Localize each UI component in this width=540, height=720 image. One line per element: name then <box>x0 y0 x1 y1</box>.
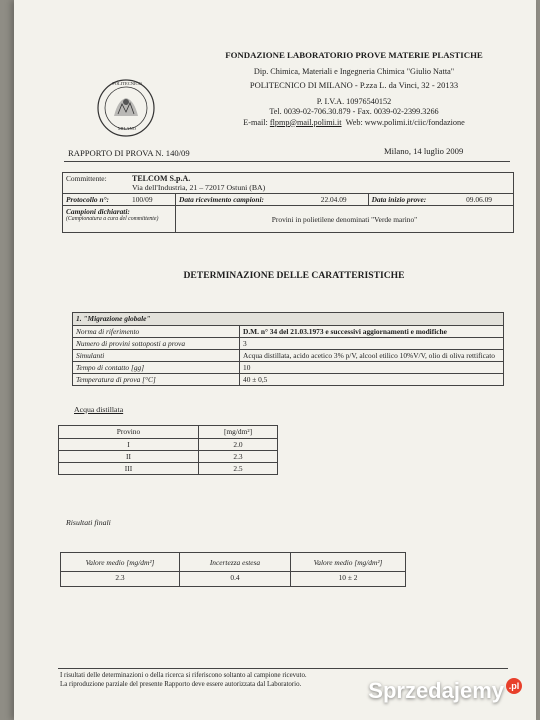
provino-cell: II <box>59 451 199 463</box>
footer-line-2: La riproduzione parziale del presente Rapporto deve essere autorizzata dal Laboratorio. <box>60 681 302 688</box>
seal-top-text: POLITECNICO <box>112 81 142 86</box>
protocollo-value: 100/09 <box>129 194 176 206</box>
acqua-col-unit: [mg/dm²] <box>199 426 278 439</box>
acqua-table <box>58 425 278 475</box>
watermark-text: Sprzedajemy <box>368 678 504 703</box>
provino-cell: III <box>59 463 199 475</box>
risultati-h1: Valore medio [mg/dm²] <box>61 553 180 572</box>
provino-cell: I <box>59 439 199 451</box>
risultati-table <box>60 552 406 587</box>
acqua-label: Acqua distillata <box>74 405 124 414</box>
risultati-h2: Incertezza estesa <box>180 553 291 572</box>
risultati-h3: Valore medio [mg/dm²] <box>291 553 406 572</box>
ricevimento-label: Data ricevimento campioni: <box>176 194 318 206</box>
tempo-value: 10 <box>240 362 504 374</box>
committente-label: Committente: <box>63 173 130 194</box>
numero-value: 3 <box>240 338 504 350</box>
footer-divider <box>58 668 508 669</box>
table-row <box>59 463 278 475</box>
email-label: E-mail: <box>243 117 268 127</box>
table-row <box>59 439 278 451</box>
ricevimento-value: 22.04.09 <box>318 194 368 206</box>
divider <box>64 161 510 162</box>
value-cell: 2.3 <box>199 451 278 463</box>
address-line: POLITECNICO DI MILANO - P.zza L. da Vinci, 32 - 20133 <box>249 80 459 90</box>
watermark-badge-icon: .pl <box>506 678 522 694</box>
section-title: DETERMINAZIONE DELLE CARATTERISTICHE <box>183 270 405 281</box>
footer-line-1: I risultati delle determinazioni o della ricerca si riferiscono soltanto al campione ricevuto. <box>60 672 307 679</box>
temperatura-label: Temperatura di prova [°C] <box>73 374 240 386</box>
campioni-value: Provini in polietilene denominati "Verde marino" <box>176 206 514 233</box>
inizio-label: Data inizio prove: <box>368 194 463 206</box>
numero-label: Numero di provini sottoposti a prova <box>73 338 240 350</box>
norma-label: Norma di riferimento <box>73 326 240 338</box>
client-table <box>62 172 514 233</box>
email-link[interactable]: flpmp@mail.polimi.it <box>269 117 342 127</box>
test-title: 1. "Migrazione globale" <box>73 313 504 326</box>
web-line: Web: www.polimi.it/ciic/fondazione <box>345 117 465 127</box>
protocollo-label: Protocollo n°: <box>63 194 130 206</box>
risultati-v2: 0.4 <box>180 572 291 587</box>
risultati-label: Risultati finali <box>66 518 111 527</box>
tempo-label: Tempo di contatto [gg] <box>73 362 240 374</box>
simulanti-value: Acqua distillata, acido acetico 3% p/V, alcool etilico 10%V/V, olio di oliva rettificato <box>240 350 504 362</box>
risultati-v1: 2.3 <box>61 572 180 587</box>
client-name: TELCOM S.p.A. <box>132 174 191 183</box>
value-cell: 2.5 <box>199 463 278 475</box>
test-table <box>72 312 504 386</box>
client-address: Via dell'Industria, 21 – 72017 Ostuni (BA) <box>132 183 266 192</box>
foundation-name: FONDAZIONE LABORATORIO PROVE MATERIE PLASTICHE <box>225 50 483 60</box>
vat-line: P. I.V.A. 10976540152 <box>316 96 392 106</box>
campioni-note: (Campionatura a cura del committente) <box>66 216 159 222</box>
risultati-v3: 10 ± 2 <box>291 572 406 587</box>
acqua-col-provino: Provino <box>59 426 199 439</box>
inizio-value: 09.06.09 <box>463 194 513 206</box>
report-date: Milano, 14 luglio 2009 <box>384 146 464 156</box>
report-number: RAPPORTO DI PROVA N. 140/09 <box>68 148 190 158</box>
seal-bottom-text: MILANO <box>118 126 136 131</box>
department-line: Dip. Chimica, Materiali e Ingegneria Chimica "Giulio Natta" <box>253 66 455 76</box>
norma-value: D.M. n° 34 del 21.03.1973 e successivi aggiornamenti e modifiche <box>240 326 504 338</box>
watermark <box>368 678 522 704</box>
document-page <box>14 0 536 720</box>
table-row <box>59 451 278 463</box>
campioni-label: Campioni dichiarati: <box>66 207 130 216</box>
simulanti-label: Simulanti <box>73 350 240 362</box>
temperatura-value: 40 ± 0,5 <box>240 374 504 386</box>
phone-line: Tel. 0039-02-706.30.879 - Fax. 0039-02-2399.3266 <box>269 107 439 116</box>
value-cell: 2.0 <box>199 439 278 451</box>
